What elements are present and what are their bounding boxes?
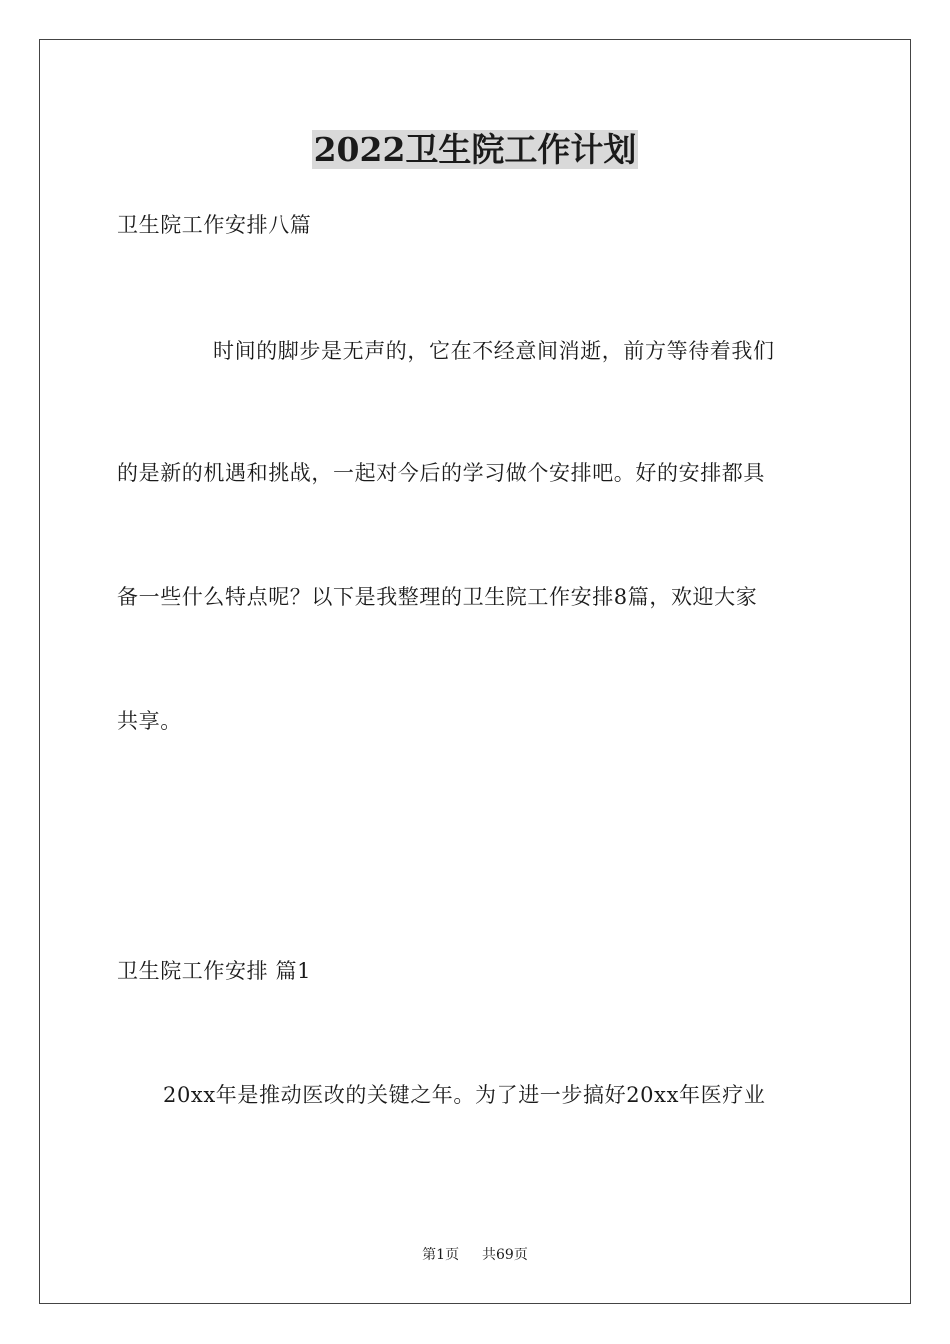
section-first-line: 20xx年是推动医改的关键之年。为了进一步搞好20xx年医疗业 xyxy=(163,1083,766,1107)
intro-line-4: 共享。 xyxy=(117,709,182,733)
document-title xyxy=(0,126,950,174)
document-title-text: 2022卫生院工作计划 xyxy=(313,130,637,169)
page-number: 第1页 xyxy=(422,1247,460,1263)
document-subtitle: 卫生院工作安排八篇 xyxy=(117,213,312,237)
intro-line-1: 时间的脚步是无声的，它在不经意间消逝，前方等待着我们 xyxy=(213,339,775,363)
section-heading: 卫生院工作安排 篇1 xyxy=(117,959,312,983)
page-footer xyxy=(0,1245,950,1265)
page-total: 共69页 xyxy=(482,1247,528,1263)
intro-line-2: 的是新的机遇和挑战，一起对今后的学习做个安排吧。好的安排都具 xyxy=(117,461,765,485)
intro-line-3: 备一些什么特点呢？以下是我整理的卫生院工作安排8篇，欢迎大家 xyxy=(117,585,758,609)
